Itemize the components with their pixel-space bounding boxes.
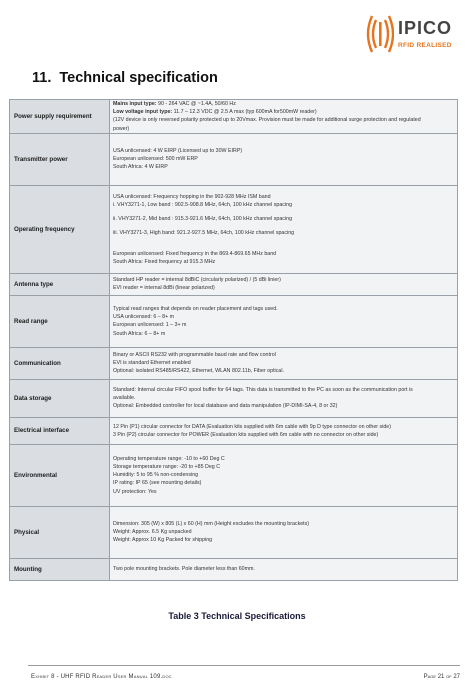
spec-line-text: i. VHY3271-1, Low band : 902.5-908.8 MHz, 64ch, 100 kHz channel spacing: [113, 201, 293, 208]
spec-line-text: European unlicensed: Fixed frequency in the 869.4-869.65 MHz band: [113, 250, 277, 257]
footer-page-number: [424, 674, 460, 680]
spec-line: [113, 125, 454, 133]
spec-line: [113, 402, 454, 410]
spec-value: [110, 295, 458, 347]
section-title: Technical specification: [59, 70, 218, 86]
footer-page-word: Page: [423, 674, 437, 680]
spec-value: [110, 417, 458, 444]
spec-line: [113, 229, 454, 237]
spec-line: [113, 520, 454, 528]
spec-line: [113, 305, 454, 313]
spec-line: [113, 351, 454, 359]
spec-label: Environmental: [10, 444, 110, 506]
spec-line: [113, 215, 454, 223]
ipico-arcs-icon: [360, 12, 394, 56]
spec-line: [113, 536, 454, 544]
spec-line: [113, 163, 454, 171]
spec-value: [110, 558, 458, 580]
spec-value: [110, 100, 458, 134]
spec-line: [113, 471, 454, 479]
spec-line-text: (12V device is only reversed polarity protected up to 20Vmax. Provision must be made for additional surge protection and regulated: [113, 117, 421, 124]
spec-line: [113, 313, 454, 321]
spec-value: [110, 273, 458, 295]
spec-line-text: available.: [113, 395, 136, 402]
footer-page: 21: [437, 674, 445, 680]
spec-line-text: Optional: Embedded controller for local database and data manipulation (IP-DIMI-SA-4, 8 or 32): [113, 403, 338, 410]
spec-label: Transmitter power: [10, 133, 110, 185]
spec-line: [113, 108, 454, 116]
spec-row: [10, 295, 458, 347]
spec-line-text: Optional: isolated RS485/RS422, Ethernet, WLAN 802.11b, Fiber optical.: [113, 368, 284, 375]
spec-label: Antenna type: [10, 273, 110, 295]
spec-line: [113, 100, 454, 108]
spec-line-text: South Africa: Fixed frequency at 915.3 MHz: [113, 258, 216, 265]
spec-line-text: USA unlicensed: Frequency hopping in the 902-928 MHz ISM band: [113, 193, 271, 200]
footer-rule: [28, 665, 460, 666]
spec-line: [113, 463, 454, 471]
spec-value: [110, 347, 458, 379]
spec-line-prefix: Mains input type:: [113, 101, 157, 107]
spec-line: [113, 488, 454, 496]
spec-line-text: ii. VHY3271-2, Mid band : 915.3-921.6 MHz, 64ch, 100 kHz channel spacing: [113, 216, 293, 223]
spec-label: Mounting: [10, 558, 110, 580]
spec-line: [113, 258, 454, 266]
spec-line: [113, 155, 454, 163]
spec-line-text: 11.7 – 12.3 VDC @ 2.5 A max (typ 600mA for500mW reader): [172, 109, 317, 116]
spec-row: [10, 506, 458, 558]
spec-table: [9, 99, 458, 581]
spec-row: [10, 273, 458, 295]
spec-label: Data storage: [10, 379, 110, 417]
spec-line: [113, 479, 454, 487]
spec-line-text: Operating temperature range: -10 to +60 Deg C: [113, 455, 225, 462]
spec-line-text: IP rating: IP 65 (see mounting details): [113, 480, 202, 487]
spec-line-text: Standard: Internal circular FIFO spool buffer for 64 tags. This data is transmitted to the PC as soon as the communication port is: [113, 387, 413, 393]
spec-row: [10, 185, 458, 273]
spec-row: [10, 558, 458, 580]
spec-line: [113, 193, 454, 201]
spec-line-text: Two pole mounting brackets. Pole diameter less than 60mm.: [113, 566, 255, 573]
spec-value: [110, 506, 458, 558]
spec-row: [10, 133, 458, 185]
footer-total: 27: [453, 674, 460, 680]
footer-doc-name: Exhibit 8 - UHF RFID Reader User Manual 109.doc: [31, 674, 172, 680]
section-number: 11.: [32, 70, 52, 86]
spec-row: [10, 347, 458, 379]
spec-line-text: Dimension: 305 (W) x 805 (L) x 60 (H) mm (Height excludes the mounting brackets): [113, 521, 310, 527]
spec-line: [113, 359, 454, 367]
spec-label: Physical: [10, 506, 110, 558]
spec-line: [113, 431, 454, 439]
spec-line-text: 90 - 264 VAC @ ~1.4A, 50/60 Hz: [156, 101, 236, 107]
spec-line: [113, 201, 454, 209]
spec-row: [10, 100, 458, 134]
spec-line: [113, 455, 454, 463]
spec-line-text: European unlicensed: 1 – 3+ m: [113, 322, 187, 329]
logo-tagline: RFID REALISED: [398, 42, 452, 49]
spec-line-text: power): [113, 125, 130, 132]
spec-label: Read range: [10, 295, 110, 347]
spec-label: Communication: [10, 347, 110, 379]
spec-value: [110, 379, 458, 417]
spec-line: [113, 250, 454, 258]
spec-label: Electrical interface: [10, 417, 110, 444]
spec-line-text: Binary or ASCII RS232 with programmable baud rate and flow control: [113, 352, 276, 358]
spec-value: [110, 444, 458, 506]
spec-line-prefix: Low voltage input type:: [113, 109, 173, 116]
spec-line-text: USA unlicensed: 4 W EIRP (Licensed up to 30W EIRP): [113, 148, 243, 154]
spec-line: [113, 367, 454, 375]
spec-label: Operating frequency: [10, 185, 110, 273]
spec-line: [113, 386, 454, 394]
spec-row: [10, 444, 458, 506]
spec-line-text: Typical read ranges that depends on reader placement and tags used.: [113, 305, 278, 312]
spec-line-text: UV protection: Yes: [113, 488, 157, 495]
spec-line: [113, 276, 454, 284]
spec-line: [113, 565, 454, 573]
spec-value: [110, 185, 458, 273]
spec-line-text: Weight: Approx. 6.5 Kg unpacked: [113, 529, 192, 536]
spec-line: [113, 330, 454, 338]
spec-row: [10, 379, 458, 417]
spec-line-text: iii. VHY3271-3, High band: 921.2-927.5 MHz, 64ch, 100 kHz channel spacing: [113, 230, 295, 237]
spec-line: [113, 528, 454, 536]
spec-line: [113, 116, 454, 124]
spec-line-text: 12 Pin (P1) circular connector for DATA (Evaluation kits supplied with 6m cable with 9p D type connector on other side): [113, 423, 392, 430]
ipico-logo: [360, 12, 470, 58]
spec-line-text: Storage temperature range: -20 to +85 Deg C: [113, 464, 221, 470]
section-heading: [32, 70, 218, 86]
spec-line: [113, 394, 454, 402]
spec-label: Power supply requirement: [10, 100, 110, 134]
spec-line-text: Weight: Approx 10 Kg Packed for shipping: [113, 537, 213, 544]
footer-of-word: of: [446, 674, 452, 680]
table-caption: Table 3 Technical Specifications: [168, 611, 306, 621]
spec-line-text: Humidity: 5 to 95 % non-condensing: [113, 472, 199, 479]
spec-line: [113, 284, 454, 292]
spec-line: [113, 321, 454, 329]
spec-row: [10, 417, 458, 444]
logo-name: IPICO: [398, 18, 453, 38]
spec-line-text: EVI reader = internal 8dBi (linear polarized): [113, 285, 215, 292]
spec-value: [110, 133, 458, 185]
spec-line-text: South Africa: 4 W EIRP: [113, 164, 168, 171]
spec-line-text: USA unlicensed: 6 – 8+ m: [113, 314, 175, 321]
spec-line-text: European unlicensed: 500 mW ERP: [113, 156, 198, 163]
spec-line-text: EVI is standard Ethernet enabled: [113, 360, 191, 367]
spec-line-text: Standard HP reader = internal 8dBiC (circularly polarized) / (5 dBi linier): [113, 277, 281, 284]
spec-line-text: 3 Pin (P2) circular connector for POWER (Evaluation kits supplied with 6m cable with no connector on other side): [113, 431, 379, 438]
spec-line: [113, 147, 454, 155]
spec-line: [113, 423, 454, 431]
spec-line-text: South Africa: 6 – 8+ m: [113, 330, 166, 337]
